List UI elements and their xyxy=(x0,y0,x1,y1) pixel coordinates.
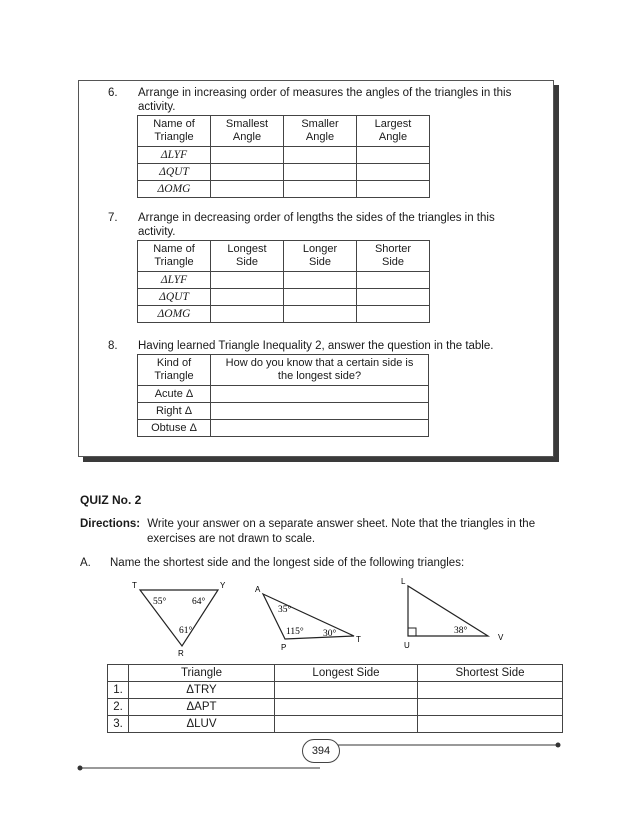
vertex-t: T xyxy=(132,581,137,590)
directions-line2: exercises are not drawn to scale. xyxy=(147,533,316,545)
angle-t2: 30° xyxy=(323,629,337,639)
vertex-y: Y xyxy=(220,581,226,590)
angle-a: 35° xyxy=(278,605,292,615)
q6-text-line1: Arrange in increasing order of measures the angles of the triangles in this xyxy=(138,87,512,99)
answer-row-number: 2. xyxy=(108,699,129,716)
page-number: 394 xyxy=(302,739,340,763)
answer-row-number: 1. xyxy=(108,682,129,699)
vertex-p: P xyxy=(281,643,287,652)
q8-text: Having learned Triangle Inequality 2, answer the question in the table. xyxy=(138,340,494,352)
vertex-t2: T xyxy=(356,635,361,644)
q8-row-acute: Acute Δ xyxy=(138,386,211,403)
answer-header-longest: Longest Side xyxy=(275,665,418,682)
q7-header-shorter: Shorter Side xyxy=(357,241,430,272)
q8-number: 8. xyxy=(108,340,118,352)
answer-row-number: 3. xyxy=(108,716,129,733)
q6-row-omg: ΔOMG xyxy=(138,181,211,198)
q8-row-obtuse: Obtuse Δ xyxy=(138,420,211,437)
q6-text-line2: activity. xyxy=(138,101,176,113)
directions-label: Directions: xyxy=(80,518,141,530)
part-a-label: A. xyxy=(80,557,91,569)
q8-header-kind: Kind of Triangle xyxy=(138,355,211,386)
answer-header-shortest: Shortest Side xyxy=(418,665,563,682)
q7-header-name: Name of Triangle xyxy=(138,241,211,272)
angle-y: 64° xyxy=(192,597,206,607)
q6-row-lyf: ΔLYF xyxy=(138,147,211,164)
vertex-u: U xyxy=(404,641,410,650)
angle-r: 61° xyxy=(179,626,193,636)
answer-header-triangle: Triangle xyxy=(129,665,275,682)
directions-line1: Write your answer on a separate answer sheet. Note that the triangles in the xyxy=(147,518,536,530)
q7-header-longest: Longest Side xyxy=(211,241,284,272)
q7-header-longer: Longer Side xyxy=(284,241,357,272)
vertex-r: R xyxy=(178,649,184,656)
q7-text-line1: Arrange in decreasing order of lengths the sides of the triangles in this xyxy=(138,212,495,224)
q7-number: 7. xyxy=(108,212,118,224)
vertex-a: A xyxy=(255,585,261,594)
part-a-text: Name the shortest side and the longest side of the following triangles: xyxy=(110,557,465,569)
angle-v: 38° xyxy=(454,626,468,636)
q6-number: 6. xyxy=(108,87,118,99)
angle-t: 55° xyxy=(153,597,167,607)
q7-row-omg: ΔOMG xyxy=(138,306,211,323)
q6-header-largest: Largest Angle xyxy=(357,116,430,147)
q8-row-right: Right Δ xyxy=(138,403,211,420)
vertex-l: L xyxy=(401,577,406,586)
answer-row-triangle: ΔAPT xyxy=(129,699,275,716)
q6-row-qut: ΔQUT xyxy=(138,164,211,181)
q8-header-question: How do you know that a certain side is the longest side? xyxy=(211,355,429,386)
q6-header-smallest: Smallest Angle xyxy=(211,116,284,147)
q7-text-line2: activity. xyxy=(138,226,176,238)
q6-header-name: Name of Triangle xyxy=(138,116,211,147)
answer-row-triangle: ΔTRY xyxy=(129,682,275,699)
q6-header-smaller: Smaller Angle xyxy=(284,116,357,147)
answer-row-triangle: ΔLUV xyxy=(129,716,275,733)
quiz-title: QUIZ No. 2 xyxy=(80,493,142,507)
q7-row-lyf: ΔLYF xyxy=(138,272,211,289)
angle-p: 115° xyxy=(286,627,304,637)
vertex-v: V xyxy=(498,633,504,642)
q7-row-qut: ΔQUT xyxy=(138,289,211,306)
